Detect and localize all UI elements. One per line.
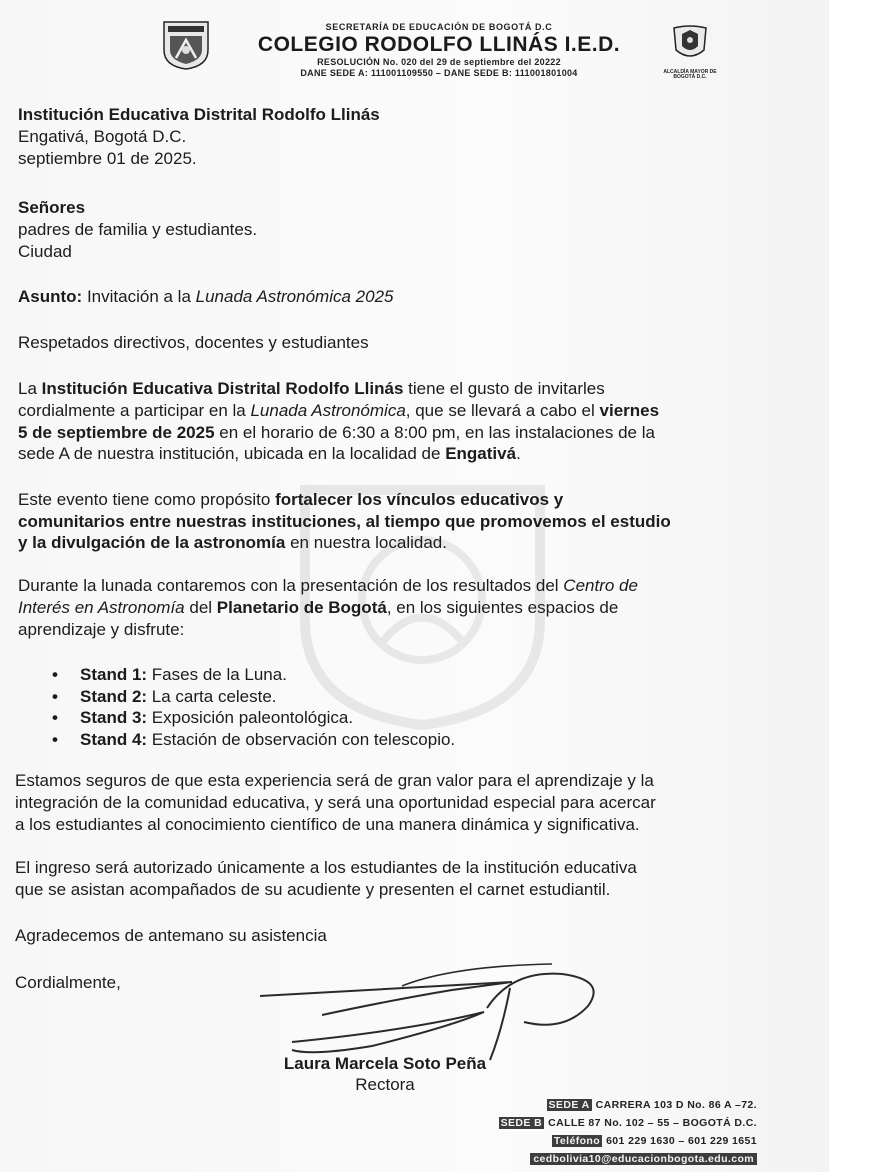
- footer-contact: [499, 1096, 757, 1168]
- subject-prefix: Invitación a la: [86, 287, 191, 306]
- p2-emphasis: fortalecer los vínculos educativos y: [275, 490, 564, 509]
- p2-emphasis: y la divulgación de la astronomía: [18, 533, 286, 552]
- thanks-line: Agradecemos de antemano su asistencia: [15, 926, 327, 945]
- stand-label: Stand 4:: [80, 729, 148, 749]
- p3-center: Interés en Astronomía: [18, 598, 185, 617]
- p1-day: viernes: [599, 401, 660, 420]
- p1-text: .: [516, 444, 521, 463]
- letter-date: septiembre 01 de 2025.: [18, 149, 197, 168]
- p1-line-4: [18, 443, 521, 464]
- bogota-seal-icon: [668, 24, 712, 64]
- p1-institution: Institución Educativa Distrital Rodolfo Llinás: [41, 379, 404, 398]
- p3-text: , en los siguientes espacios de: [386, 598, 619, 617]
- stand-text: Exposición paleontológica.: [151, 708, 354, 727]
- list-item: [52, 707, 455, 729]
- sender-institution: Institución Educativa Distrital Rodolfo Llinás: [18, 105, 380, 124]
- signature: [252, 960, 612, 1065]
- p2-line-1: [18, 489, 563, 510]
- stand-text: Fases de la Luna.: [151, 665, 287, 684]
- p2-text: Este evento tiene como propósito: [18, 490, 271, 509]
- p1-line-1: [18, 378, 605, 399]
- page-margin: [829, 0, 876, 1172]
- p3-text: del: [189, 598, 213, 617]
- footer-phone: [499, 1132, 757, 1150]
- p1-text: , que se llevará a cabo el: [405, 401, 595, 420]
- phone-number: 601 229 1630 – 601 229 1651: [606, 1135, 757, 1147]
- p2-line-3: [18, 532, 447, 553]
- closing-line: Cordialmente,: [15, 973, 121, 992]
- p1-text: sede A de nuestra institución, ubicada en la localidad de: [18, 444, 441, 463]
- subject-label: Asunto:: [18, 287, 83, 306]
- subject-event: Lunada Astronómica 2025: [195, 287, 394, 306]
- header-resolution: RESOLUCIÓN No. 020 del 29 de septiembre del 20222: [317, 57, 561, 67]
- recipient-line-2: Ciudad: [18, 242, 72, 261]
- p1-text: tiene el gusto de invitarles: [408, 379, 605, 398]
- sede-a-label: SEDE A: [548, 1099, 590, 1111]
- letterhead: [214, 22, 664, 79]
- sender-location: Engativá, Bogotá D.C.: [18, 127, 187, 146]
- stand-label: Stand 2:: [80, 686, 148, 706]
- footer-sede-a: [499, 1096, 757, 1114]
- p2-line-2: comunitarios entre nuestras instituciones, al tiempo que promovemos el estudio: [18, 512, 671, 531]
- sede-b-address: CALLE 87 No. 102 – 55 – BOGOTÁ D.C.: [548, 1117, 757, 1129]
- p1-line-3: [18, 422, 655, 443]
- p3-text: Durante la lunada contaremos con la presentación de los resultados del: [18, 576, 559, 595]
- p4-line-2: integración de la comunidad educativa, y será una oportunidad especial para acercar: [15, 793, 656, 812]
- sede-a-address: CARRERA 103 D No. 86 A –72.: [595, 1099, 757, 1111]
- footer-email: [499, 1150, 757, 1168]
- header-secretaria: SECRETARÍA DE EDUCACIÓN DE BOGOTÁ D.C: [325, 22, 553, 32]
- stand-text: La carta celeste.: [151, 686, 277, 706]
- p3-line-2: [18, 597, 618, 618]
- footer-sede-b: [499, 1114, 757, 1132]
- recipient-line-1: padres de familia y estudiantes.: [18, 220, 258, 239]
- p3-center: Centro de: [563, 576, 638, 595]
- signatory-role: Rectora: [355, 1075, 415, 1094]
- p5-line-2: que se asistan acompañados de su acudiente y presenten el carnet estudiantil.: [15, 880, 611, 899]
- p1-text: La: [18, 379, 37, 398]
- email-address: cedbolivia10@educacionbogota.edu.com: [530, 1153, 757, 1165]
- recipient-salutation: Señores: [18, 198, 86, 217]
- stands-list: [52, 664, 455, 750]
- p1-text: en el horario de 6:30 a 8:00 pm, en las instalaciones de la: [219, 423, 655, 442]
- p1-date: 5 de septiembre de 2025: [18, 423, 215, 442]
- p3-line-3: aprendizaje y disfrute:: [18, 620, 185, 639]
- p2-text: en nuestra localidad.: [290, 533, 447, 552]
- stand-text: Estación de observación con telescopio.: [151, 729, 456, 749]
- list-item: [52, 664, 455, 686]
- signatory-name: Laura Marcela Soto Peña: [283, 1054, 487, 1073]
- stand-label: Stand 3:: [80, 708, 148, 727]
- list-item: [52, 729, 455, 751]
- p3-line-1: [18, 575, 638, 596]
- p4-line-3: a los estudiantes al conocimiento científico de una manera dinámica y significativa.: [15, 815, 640, 834]
- p1-locality: Engativá: [445, 444, 517, 463]
- p3-planetarium: Planetario de Bogotá: [216, 598, 387, 617]
- header-college-name: COLEGIO RODOLFO LLINÁS I.E.D.: [257, 33, 621, 56]
- p1-line-2: [18, 400, 659, 421]
- header-dane: DANE SEDE A: 111001109550 – DANE SEDE B: 111001801004: [300, 68, 578, 78]
- stand-label: Stand 1:: [80, 665, 148, 684]
- list-item: [52, 686, 455, 708]
- p5-line-1: El ingreso será autorizado únicamente a los estudiantes de la institución educativa: [15, 858, 637, 877]
- phone-label: Teléfono: [553, 1135, 601, 1147]
- alcaldia-label: ALCALDÍA MAYOR DE BOGOTÁ D.C.: [663, 69, 717, 80]
- p1-event: Lunada Astronómica: [250, 401, 406, 420]
- school-crest-icon: [162, 20, 210, 70]
- greeting: Respetados directivos, docentes y estudiantes: [18, 333, 369, 352]
- subject-line: [18, 286, 393, 307]
- p4-line-1: Estamos seguros de que esta experiencia será de gran valor para el aprendizaje y la: [15, 771, 654, 790]
- sede-b-label: SEDE B: [500, 1117, 543, 1129]
- p1-text: cordialmente a participar en la: [18, 401, 246, 420]
